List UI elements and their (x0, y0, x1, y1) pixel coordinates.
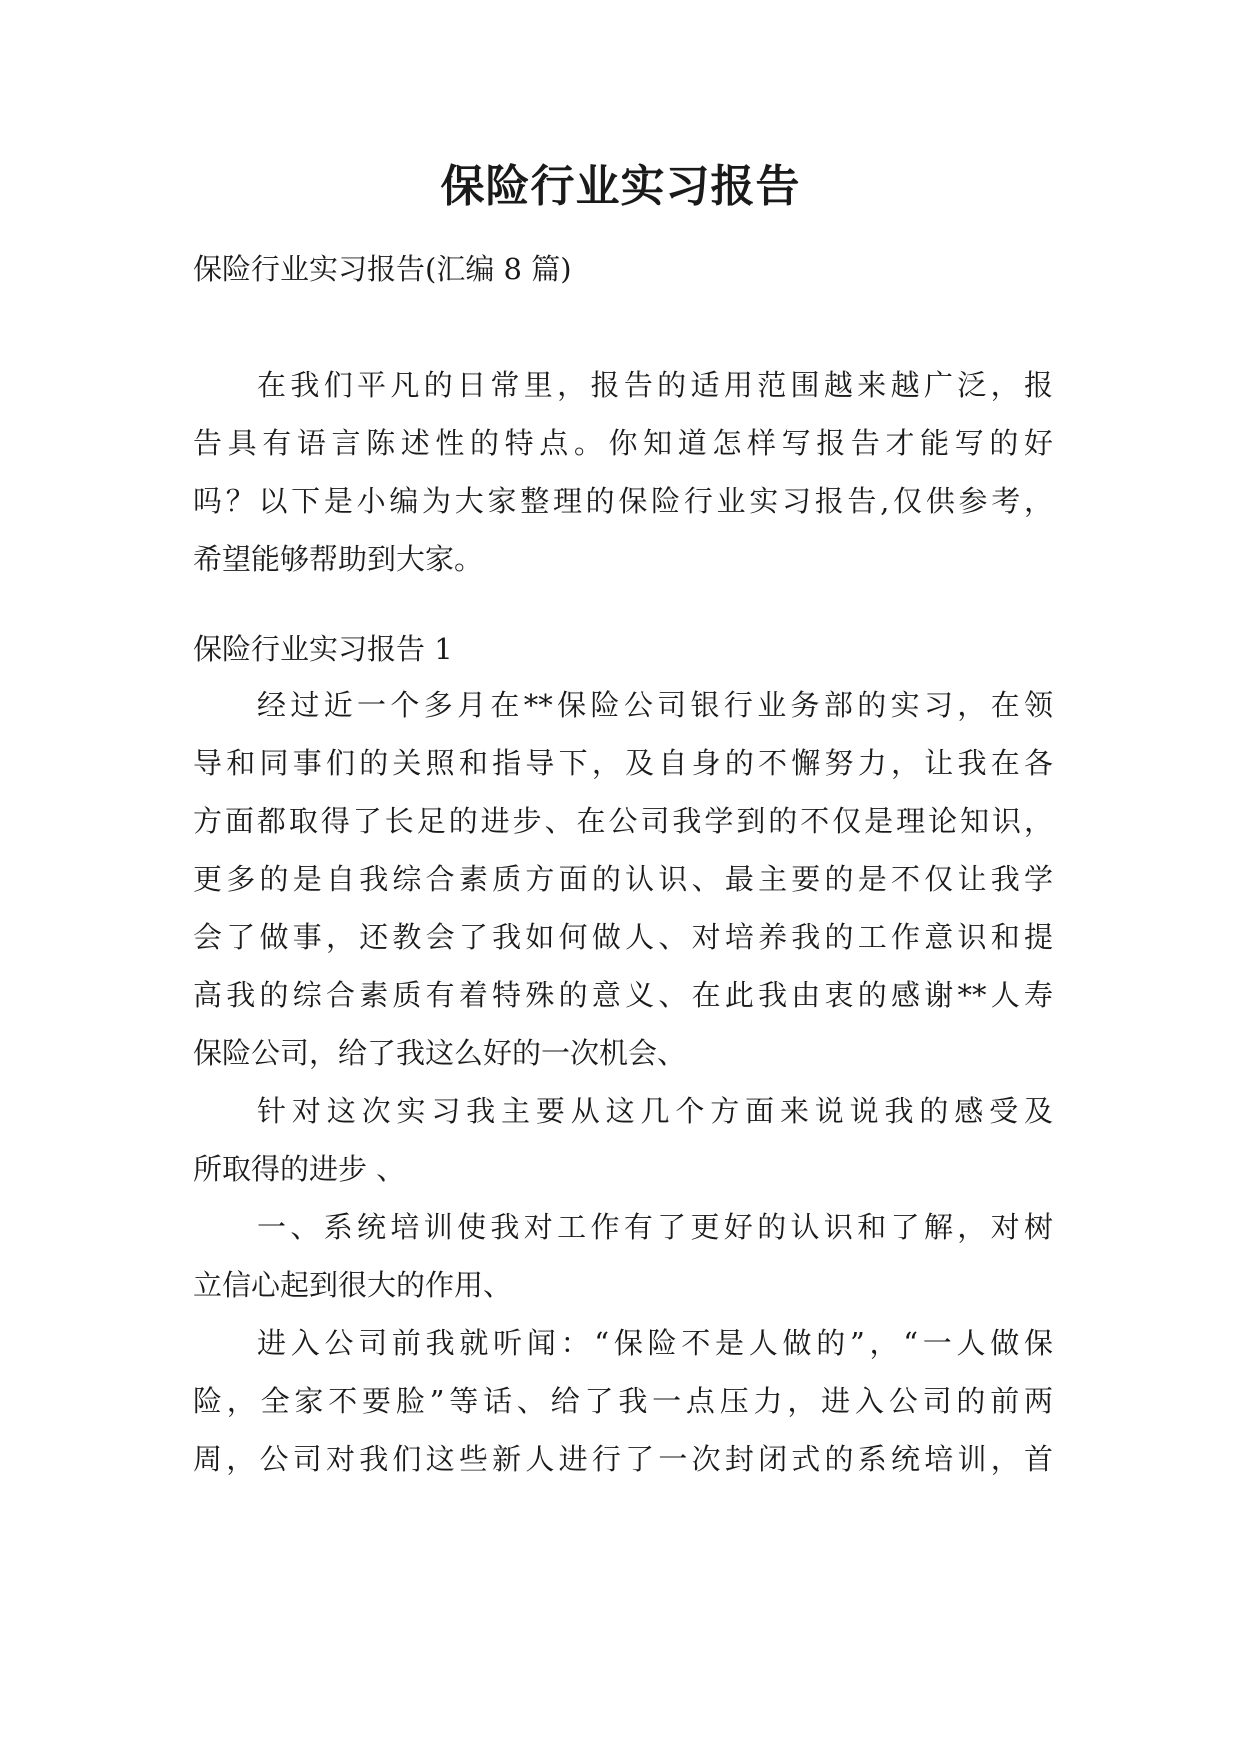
paragraph-line: 会了做事，还教会了我如何做人、对培养我的工作意识和提 (193, 920, 1053, 954)
section-heading: 保险行业实习报告 1 (193, 632, 453, 666)
paragraph-line: 方面都取得了长足的进步、在公司我学到的不仅是理论知识， (193, 804, 1053, 838)
paragraph-line: 更多的是自我综合素质方面的认识、最主要的是不仅让我学 (193, 862, 1053, 896)
paragraph-line: 一、系统培训使我对工作有了更好的认识和了解，对树 (257, 1210, 1053, 1244)
paragraph-line: 保险公司，给了我这么好的一次机会、 (193, 1036, 687, 1070)
paragraph-line: 经过近一个多月在**保险公司银行业务部的实习，在领 (257, 688, 1053, 722)
document-subtitle: 保险行业实习报告(汇编 8 篇) (193, 252, 572, 286)
paragraph-line: 立信心起到很大的作用、 (193, 1268, 513, 1302)
intro-line: 在我们平凡的日常里，报告的适用范围越来越广泛，报 (257, 368, 1053, 402)
paragraph-line: 险，全家不要脸”等话、给了我一点压力，进入公司的前两 (193, 1384, 1053, 1418)
intro-line: 希望能够帮助到大家。 (193, 542, 484, 576)
intro-line: 告具有语言陈述性的特点。你知道怎样写报告才能写的好 (193, 426, 1053, 460)
paragraph-line: 所取得的进步 、 (193, 1152, 406, 1186)
intro-line: 吗？以下是小编为大家整理的保险行业实习报告,仅供参考， (193, 484, 1053, 518)
paragraph-line: 导和同事们的关照和指导下，及自身的不懈努力，让我在各 (193, 746, 1053, 780)
paragraph-line: 高我的综合素质有着特殊的意义、在此我由衷的感谢**人寿 (193, 978, 1053, 1012)
paragraph-line: 针对这次实习我主要从这几个方面来说说我的感受及 (257, 1094, 1053, 1128)
document-title: 保险行业实习报告 (440, 161, 801, 212)
paragraph-line: 周，公司对我们这些新人进行了一次封闭式的系统培训，首 (193, 1442, 1053, 1476)
paragraph-line: 进入公司前我就听闻：“保险不是人做的”，“一人做保 (257, 1326, 1053, 1360)
